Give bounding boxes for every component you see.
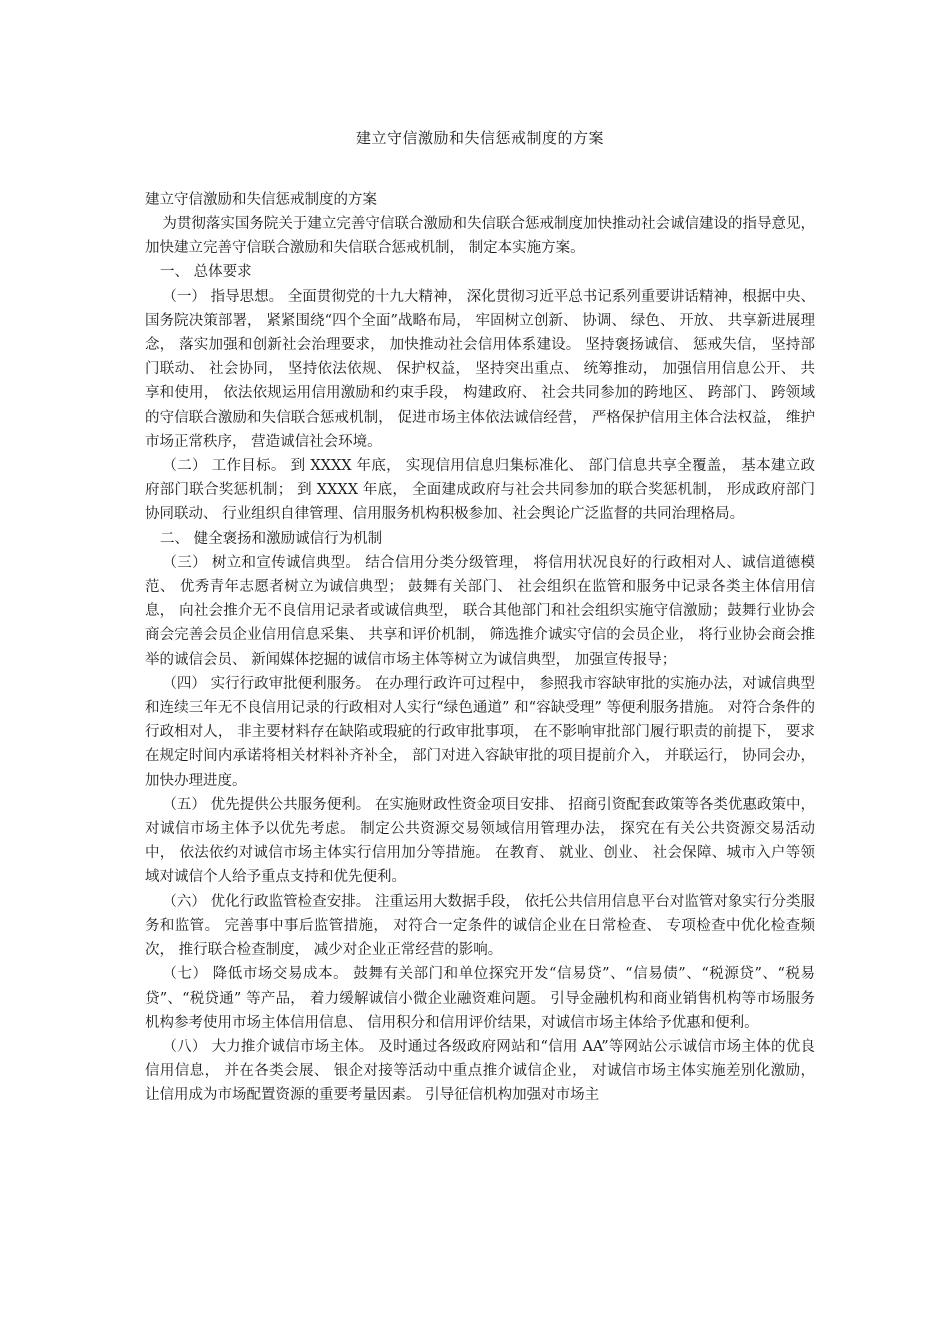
paragraph-8: （八） 大力推介诚信市场主体。 及时通过各级政府网站和“信用 AA”等网站公示诚信市场主体的优良信用信息， 并在各类会展、 银企对接等活动中重点推介诚信企业， 对诚信市场主体实施差别化激励， 让信用成为市场配置资源的重要考量因素。 引导征信机构加强对市场主 [145, 1038, 815, 1104]
paragraph-6: （六） 优化行政监管检查安排。 注重运用大数据手段， 依托公共信用信息平台对监管对象实行分类服务和监管。 完善事中事后监管措施， 对符合一定条件的诚信企业在日常检查、 专项检查中优化检查频次， 推行联合检查制度， 减少对企业正常经营的影响。 [145, 893, 815, 959]
document-title: 建立守信激励和失信惩戒制度的方案 [355, 129, 604, 147]
paragraph-4: （四） 实行行政审批便利服务。 在办理行政许可过程中， 参照我市容缺审批的实施办法，对诚信典型和连续三年无不良信用记录的行政相对人实行“绿色通道” 和“容缺受理” 等便利服务措施。 对符合条件的行政相对人， 非主要材料存在缺陷或瑕疵的行政审批事项， 在不影响审批部门履行职责的前提下， 要求在规定时间内承诺将相关材料补齐补全， 部门对进入容缺审批的项目提前介入， 并联运行， 协同会办， 加快办理进度。 [145, 675, 815, 789]
paragraph-2: （二） 工作目标。 到 XXXX 年底， 实现信用信息归集标准化、 部门信息共享全覆盖， 基本建立政府部门联合奖惩机制； 到 XXXX 年底， 全面建成政府与社会共同参加的联合奖惩机制， 形成政府部门协同联动、 行业组织自律管理、信用服务机构积极参加、社会舆论广泛监督的共同治理格局。 [145, 458, 815, 523]
document-subtitle: 建立守信激励和失信惩戒制度的方案 [145, 192, 377, 208]
paragraph-1: （一） 指导思想。 全面贯彻党的十九大精神， 深化贯彻习近平总书记系列重要讲话精神，根据中央、 国务院决策部署， 紧紧围绕“四个全面”战略布局， 牢固树立创新、 协调、 绿色、 开放、 共享新进展理念， 落实加强和创新社会治理要求， 加快推动社会信用体系建设。 坚持褒扬诚信、 惩戒失信， 坚持部门联动、 社会协同， 坚持依法依规、 保护权益， 坚持突出重点、 统筹推动， 加强信用信息公开、 共享和使用， 依法依规运用信用激励和约束手段， 构建政府、 社会共同参加的跨地区、 跨部门、 跨领域的守信联合激励和失信联合惩戒机制， 促进市场主体依法诚信经营， 严格保护信用主体合法权益， 维护市场正常秩序， 营造诚信社会环境。 [145, 288, 815, 450]
document-page [145, 0, 815, 1108]
intro-paragraph: 为贯彻落实国务院关于建立完善守信联合激励和失信联合惩戒制度加快推动社会诚信建设的指导意见，加快建立完善守信联合激励和失信联合惩戒机制， 制定本实施方案。 [145, 216, 815, 257]
section-heading-2: 二、 健全褒扬和激励诚信行为机制 [160, 530, 383, 547]
section-heading-1: 一、 总体要求 [160, 264, 252, 281]
paragraph-7: （七） 降低市场交易成本。 鼓舞有关部门和单位探究开发“信易贷”、“信易债”、“税源贷”、“税易贷”、“税贷通” 等产品， 着力缓解诚信小微企业融资难问题。 引导金融机构和商业销售机构等市场服务机构参考使用市场主体信用信息、 信用积分和信用评价结果，对诚信市场主体给予优惠和便利。 [145, 966, 815, 1031]
paragraph-5: （五） 优先提供公共服务便利。 在实施财政性资金项目安排、 招商引资配套政策等各类优惠政策中， 对诚信市场主体予以优先考虑。 制定公共资源交易领域信用管理办法， 探究在有关公共资源交易活动中， 依法依约对诚信市场主体实行信用加分等措施。 在教育、 就业、创业、 社会保障、城市入户等领域对诚信个人给予重点支持和优先便利。 [145, 796, 815, 886]
paragraph-3: （三） 树立和宣传诚信典型。 结合信用分类分级管理， 将信用状况良好的行政相对人、诚信道德模范、 优秀青年志愿者树立为诚信典型； 鼓舞有关部门、 社会组织在监管和服务中记录各类主体信用信息， 向社会推介无不良信用记录者或诚信典型， 联合其他部门和社会组织实施守信激励；鼓舞行业协会商会完善会员企业信用信息采集、 共享和评价机制， 筛选推介诚实守信的会员企业， 将行业协会商会推举的诚信会员、 新闻媒体挖掘的诚信市场主体等树立为诚信典型， 加强宣传报导； [145, 554, 815, 668]
